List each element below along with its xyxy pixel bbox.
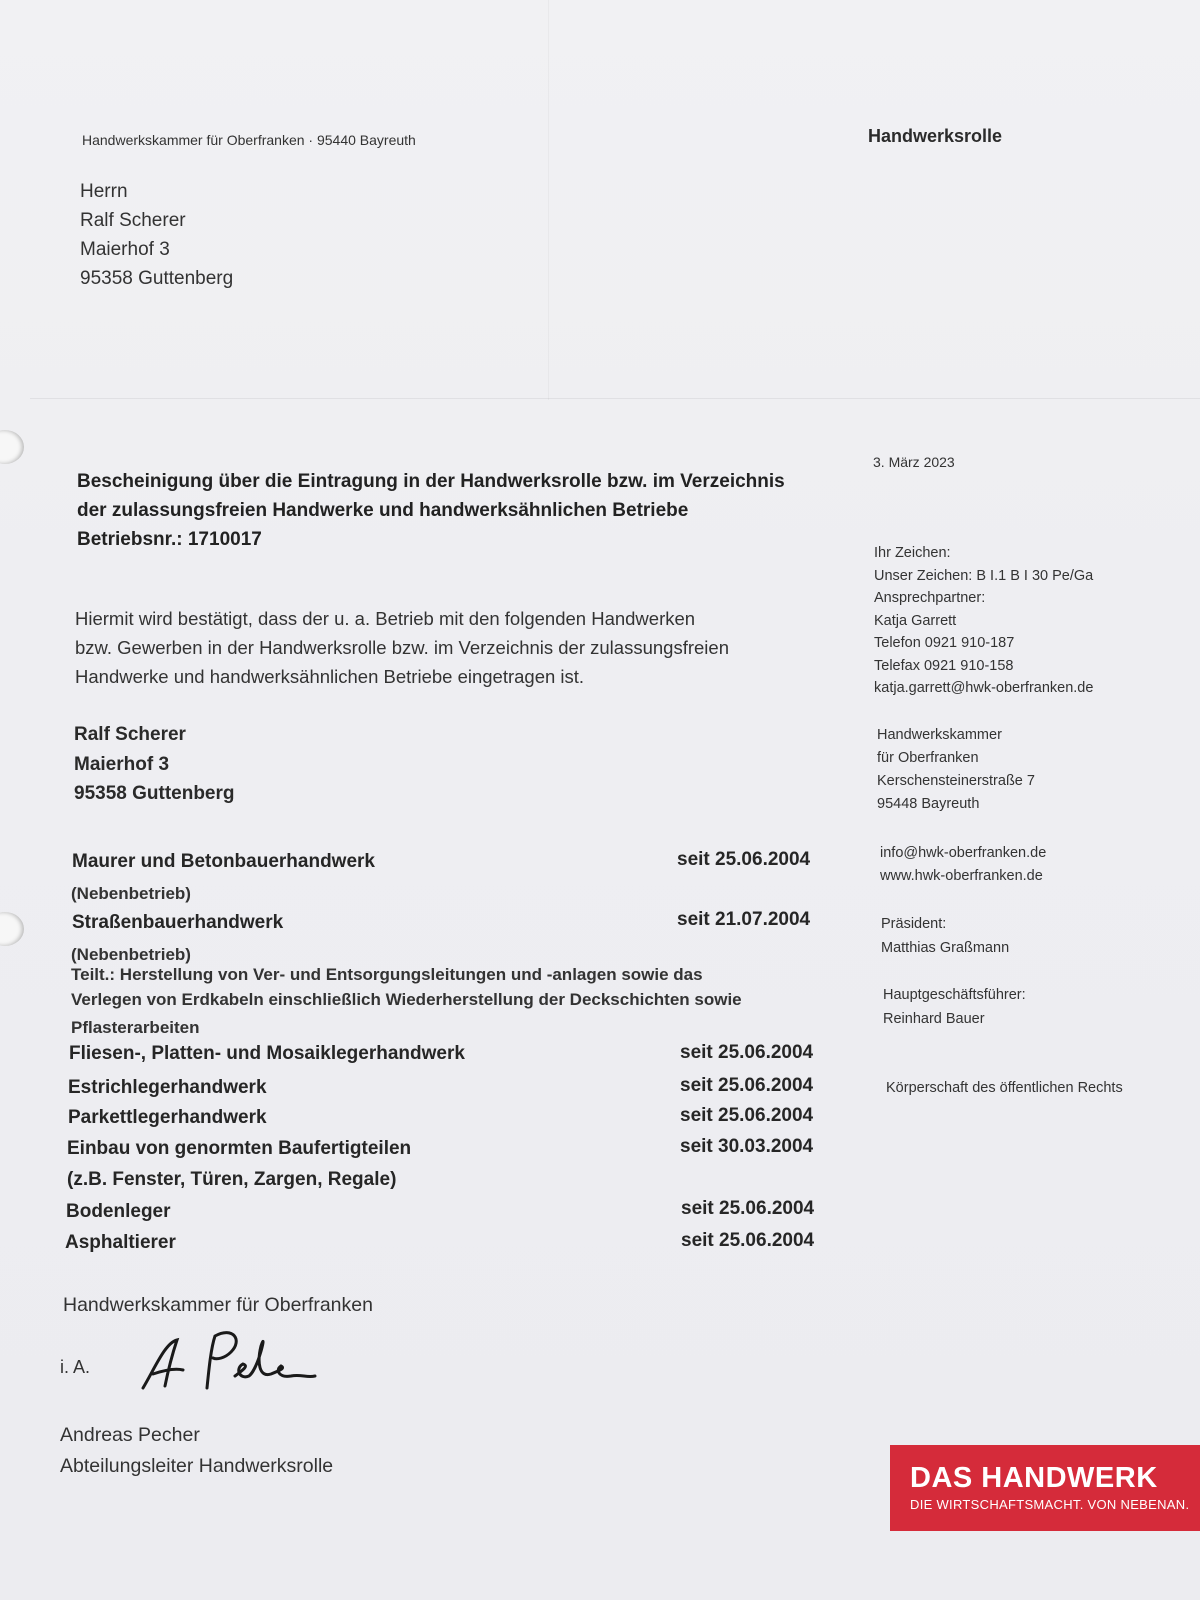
org-email: info@hwk-oberfranken.de — [880, 845, 1047, 861]
logo-tagline: DIE WIRTSCHAFTSMACHT. VON NEBENAN. — [910, 1497, 1190, 1512]
paper-crease — [548, 0, 549, 400]
contact-email: katja.garrett@hwk-oberfranken.de — [874, 680, 1094, 696]
trade-detail: Pflasterarbeiten — [71, 1018, 200, 1037]
org-city: 95448 Bayreuth — [877, 796, 980, 812]
your-reference: Ihr Zeichen: — [874, 545, 951, 561]
trade-name: Straßenbauerhandwerk — [72, 912, 284, 933]
trade-name: Asphaltierer — [65, 1232, 176, 1253]
trade-note: (Nebenbetrieb) — [71, 884, 191, 903]
closing-organization: Handwerkskammer für Oberfranken — [63, 1294, 373, 1316]
recipient-street: Maierhof 3 — [80, 239, 170, 260]
letter-date: 3. März 2023 — [873, 454, 955, 470]
president-label: Präsident: — [881, 916, 947, 932]
trade-since: seit 25.06.2004 — [680, 1105, 814, 1126]
trade-detail: Teilt.: Herstellung von Ver- und Entsorgungsleitungen und -anlagen sowie das — [71, 965, 703, 984]
trade-name: Fliesen-, Platten- und Mosaiklegerhandwerk — [69, 1043, 465, 1064]
signer-block — [60, 1420, 333, 1482]
trade-since: seit 21.07.2004 — [677, 909, 811, 930]
chamber-online — [880, 842, 1046, 888]
signer-title: Abteilungsleiter Handwerksrolle — [60, 1455, 334, 1477]
recipient-name: Ralf Scherer — [80, 210, 186, 231]
punch-hole-bottom — [0, 912, 24, 946]
trade-since: seit 30.03.2004 — [680, 1136, 814, 1157]
contact-phone: Telefon 0921 910-187 — [874, 635, 1015, 651]
trade-since: seit 25.06.2004 — [681, 1198, 815, 1219]
org-web: www.hwk-oberfranken.de — [880, 868, 1043, 884]
trade-detail: Verlegen von Erdkabeln einschließlich Wiederherstellung der Deckschichten sowie — [71, 990, 742, 1009]
trade-since: seit 25.06.2004 — [680, 1075, 814, 1096]
ceo-label: Hauptgeschäftsführer: — [883, 987, 1026, 1003]
business-address — [74, 720, 235, 809]
intro-line1: Hiermit wird bestätigt, dass der u. a. Betrieb mit den folgenden Handwerken — [75, 608, 696, 629]
org-line1: Handwerkskammer — [877, 727, 1002, 743]
trade-name: Einbau von genormten Baufertigteilen — [67, 1138, 412, 1159]
intro-paragraph — [75, 604, 729, 691]
business-street: Maierhof 3 — [74, 753, 170, 775]
das-handwerk-logo — [890, 1445, 1200, 1531]
legal-form: Körperschaft des öffentlichen Rechts — [886, 1080, 1123, 1096]
org-line2: für Oberfranken — [877, 750, 979, 766]
reference-block — [874, 542, 1093, 700]
contact-name: Katja Garrett — [874, 612, 957, 629]
certificate-heading — [77, 467, 785, 554]
ceo-block — [883, 983, 1026, 1031]
org-street: Kerschensteinerstraße 7 — [877, 773, 1035, 789]
trade-since: seit 25.06.2004 — [681, 1230, 815, 1251]
trade-name: Maurer und Betonbauerhandwerk — [72, 851, 375, 872]
intro-line3: Handwerke und handwerksähnlichen Betriebe eingetragen ist. — [75, 666, 585, 687]
on-behalf-label: i. A. — [60, 1357, 91, 1377]
trade-note: (z.B. Fenster, Türen, Zargen, Regale) — [67, 1169, 397, 1190]
trade-since: seit 25.06.2004 — [680, 1042, 814, 1063]
president-block — [881, 912, 1009, 960]
business-city: 95358 Guttenberg — [74, 783, 235, 804]
our-reference: Unser Zeichen: B I.1 B I 30 Pe/Ga — [874, 567, 1094, 584]
trade-name: Bodenleger — [66, 1201, 171, 1222]
contact-fax: Telefax 0921 910-158 — [874, 657, 1014, 674]
punch-hole-top — [0, 430, 24, 464]
recipient-salutation: Herrn — [80, 181, 128, 202]
heading-line2: der zulassungsfreien Handwerke und handwerksähnlichen Betriebe — [77, 500, 689, 521]
trade-note: (Nebenbetrieb) — [71, 945, 191, 964]
sender-line: Handwerkskammer für Oberfranken · 95440 Bayreuth — [82, 132, 416, 148]
contact-label: Ansprechpartner: — [874, 590, 986, 606]
paper-fold — [30, 398, 1200, 399]
trade-since: seit 25.06.2004 — [677, 849, 811, 870]
ceo-name: Reinhard Bauer — [883, 1011, 985, 1027]
president-name: Matthias Graßmann — [881, 940, 1010, 956]
business-name: Ralf Scherer — [74, 724, 186, 745]
trade-name: Parkettlegerhandwerk — [68, 1107, 267, 1128]
recipient-address — [80, 177, 233, 293]
handwritten-signature — [135, 1318, 325, 1398]
intro-line2: bzw. Gewerben in der Handwerksrolle bzw. im Verzeichnis der zulassungsfreien — [75, 637, 729, 658]
trade-name: Estrichlegerhandwerk — [68, 1077, 267, 1098]
chamber-address — [877, 724, 1035, 816]
signer-name: Andreas Pecher — [60, 1424, 200, 1446]
recipient-city: 95358 Guttenberg — [80, 268, 234, 289]
logo-wordmark: DAS HANDWERK — [910, 1462, 1158, 1494]
document-type: Handwerksrolle — [868, 126, 1003, 146]
heading-line1: Bescheinigung über die Eintragung in der Handwerksrolle bzw. im Verzeichnis — [77, 471, 785, 492]
business-number: Betriebsnr.: 1710017 — [77, 529, 262, 550]
